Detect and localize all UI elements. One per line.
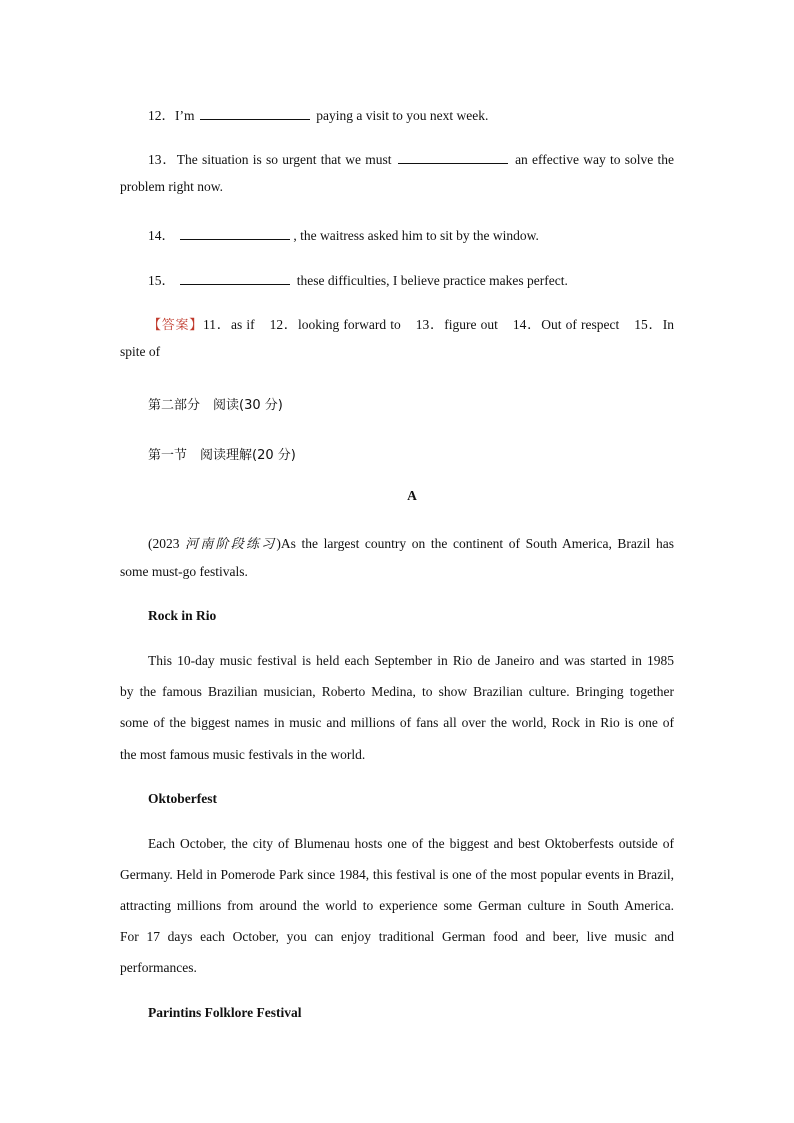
section-subsection-heading: 第一节 阅读理解(20 分) bbox=[148, 448, 296, 463]
answer-text: 11．as if 12．looking forward to 13．figure out 14．Out of respect 15．In bbox=[202, 317, 674, 332]
source-prefix: (2023 bbox=[148, 536, 186, 551]
passage-intro-continuation: some must-go festivals. bbox=[120, 564, 248, 579]
paragraph-line: by the famous Brazilian musician, Roberto Medina, to show Brazilian culture. Bringing together bbox=[120, 684, 674, 699]
question-number: 13． bbox=[148, 152, 177, 167]
passage-label: A bbox=[407, 488, 417, 503]
source-label: 河南阶段练习 bbox=[185, 537, 277, 552]
question-text-after: an effective way to solve the bbox=[515, 152, 675, 167]
festival-title: Parintins Folklore Festival bbox=[148, 1005, 302, 1020]
intro-text: )As the largest country on the continent of South America, Brazil has bbox=[276, 536, 674, 551]
answer-blank bbox=[180, 227, 290, 240]
question-number: 14． bbox=[148, 228, 175, 243]
question-number: 15． bbox=[148, 273, 175, 288]
passage-intro bbox=[148, 533, 674, 552]
answer-blank bbox=[180, 272, 290, 285]
question-13 bbox=[148, 148, 674, 168]
answer-continuation: spite of bbox=[120, 344, 161, 359]
question-12 bbox=[148, 104, 674, 124]
question-15 bbox=[148, 269, 674, 289]
answer-line bbox=[148, 313, 674, 333]
question-text-after: these difficulties, I believe practice makes perfect. bbox=[296, 273, 568, 288]
question-text-before: The situation is so urgent that we must bbox=[176, 152, 392, 167]
paragraph-line: For 17 days each October, you can enjoy traditional German food and beer, live music and bbox=[120, 929, 674, 944]
question-text-after: , the waitress asked him to sit by the window. bbox=[293, 228, 539, 243]
paragraph-line: This 10-day music festival is held each September in Rio de Janeiro and was started in 1985 bbox=[148, 653, 674, 668]
festival-title: Rock in Rio bbox=[148, 608, 217, 623]
paragraph-line: some of the biggest names in music and millions of fans all over the world, Rock in Rio is one of bbox=[120, 715, 674, 730]
paragraph-line: Each October, the city of Blumenau hosts one of the biggest and best Oktoberfests outside of bbox=[148, 836, 674, 851]
paragraph-line: performances. bbox=[120, 960, 197, 975]
question-text-before: I’m bbox=[175, 108, 195, 123]
answer-blank bbox=[200, 107, 310, 120]
paragraph-line: attracting millions from around the world to experience some German culture in South America. bbox=[120, 898, 674, 913]
answer-blank bbox=[398, 151, 508, 164]
question-13-continuation: problem right now. bbox=[120, 179, 223, 194]
question-14 bbox=[148, 224, 674, 244]
paragraph-line: the most famous music festivals in the world. bbox=[120, 747, 366, 762]
question-text-after: paying a visit to you next week. bbox=[316, 108, 489, 123]
paragraph-line: Germany. Held in Pomerode Park since 1984, this festival is one of the most popular events in Brazil, bbox=[120, 867, 674, 882]
festival-title: Oktoberfest bbox=[148, 791, 217, 806]
section-part-heading: 第二部分 阅读(30 分) bbox=[148, 398, 283, 413]
answer-tag: 【答案】 bbox=[148, 318, 203, 333]
question-number: 12． bbox=[148, 108, 175, 123]
